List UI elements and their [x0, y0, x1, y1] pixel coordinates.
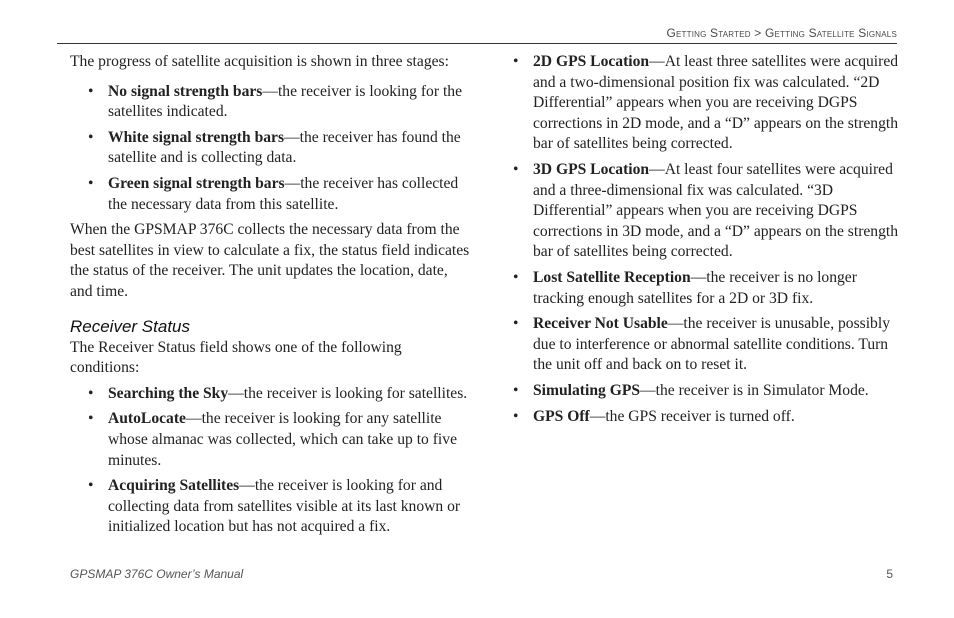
conditions-list: [88, 384, 470, 538]
bullet: •: [513, 53, 519, 70]
description: —At least three satellites were acquired and a two-dimensional position fix was calculated. “2D Differential” appears when you are receiving DGPS corrections in 2D mode, and a “D” appears on the strength bar of satellites being corrected.: [533, 53, 899, 153]
header-section: Getting Started: [666, 26, 751, 40]
description: —the receiver is looking for satellites.: [228, 384, 468, 402]
description: —the receiver has collected the necessary data from this satellite.: [108, 174, 459, 213]
term: GPS Off: [533, 407, 590, 425]
list-item: [513, 52, 903, 155]
list-item: [513, 407, 903, 428]
list-item: [513, 381, 903, 402]
term: Green signal strength bars: [108, 174, 285, 192]
footer-manual-title: GPSMAP 376C Owner’s Manual: [70, 567, 244, 581]
term: AutoLocate: [108, 410, 186, 428]
description: —the GPS receiver is turned off.: [589, 407, 795, 425]
bullet: •: [88, 128, 94, 146]
section-heading: Receiver Status: [70, 316, 190, 336]
running-header: [666, 26, 897, 40]
status-intro: The Receiver Status field shows one of the following conditions:: [70, 338, 402, 377]
list-item: [88, 174, 470, 215]
list-item: [88, 409, 470, 471]
list-item: [88, 384, 470, 405]
description: —the receiver is no longer tracking enough satellites for a 2D or 3D fix.: [533, 268, 857, 307]
term: 2D GPS Location: [533, 53, 650, 70]
term: Receiver Not Usable: [533, 315, 668, 333]
term: Lost Satellite Reception: [533, 268, 691, 286]
conditions-list-continued: [513, 52, 903, 427]
bullet: •: [513, 315, 519, 333]
description: —the receiver is looking for any satellite whose almanac was collected, which can take up to five minutes.: [108, 410, 457, 469]
term: Acquiring Satellites: [108, 477, 240, 495]
bullet: •: [513, 407, 519, 425]
description: —the receiver is looking for and collecting data from satellites visible at its last known or initialized location but has not acquired a fix.: [108, 477, 461, 536]
list-item: [88, 82, 470, 123]
term: No signal strength bars: [108, 82, 263, 100]
list-item: [88, 128, 470, 169]
list-item: [513, 314, 903, 376]
description: —the receiver is unusable, possibly due to interference or abnormal satellite conditions. Turn the unit off and back on to reset it.: [533, 315, 890, 374]
term: White signal strength bars: [108, 128, 285, 146]
term: 3D GPS Location: [533, 160, 650, 178]
header-subsection: Getting Satellite Signals: [765, 26, 897, 40]
left-column: [70, 52, 470, 538]
header-rule: [57, 43, 897, 44]
description: —the receiver is looking for the satellites indicated.: [108, 82, 462, 121]
description: —the receiver has found the satellite and is collecting data.: [108, 128, 461, 167]
bullet: •: [88, 174, 94, 192]
right-column: [513, 52, 903, 427]
page-number: 5: [886, 567, 893, 581]
bullet: •: [88, 410, 94, 428]
bullet: •: [88, 82, 94, 100]
status-paragraph: When the GPSMAP 376C collects the necessary data from the best satellites in view to calculate a fix, the status field indicates the status of the receiver. The unit updates the location, date, and time.: [70, 221, 470, 300]
list-item: [513, 160, 903, 263]
stages-list: [88, 82, 470, 216]
intro-text: The progress of satellite acquisition is shown in three stages:: [70, 53, 449, 70]
header-separator: >: [750, 26, 765, 40]
bullet: •: [513, 160, 519, 178]
bullet: •: [88, 477, 94, 495]
list-item: [88, 476, 470, 538]
bullet: •: [88, 384, 94, 402]
list-item: [513, 268, 903, 309]
description: —the receiver is in Simulator Mode.: [640, 381, 869, 399]
description: —At least four satellites were acquired and a three-dimensional fix was calculated. “3D Differential” appears when you are receiving DGPS corrections in 3D mode, and a “D” appears on the strength bar of satellites being corrected.: [533, 160, 899, 261]
bullet: •: [513, 268, 519, 286]
bullet: •: [513, 381, 519, 399]
term: Simulating GPS: [533, 381, 641, 399]
term: Searching the Sky: [108, 384, 229, 402]
